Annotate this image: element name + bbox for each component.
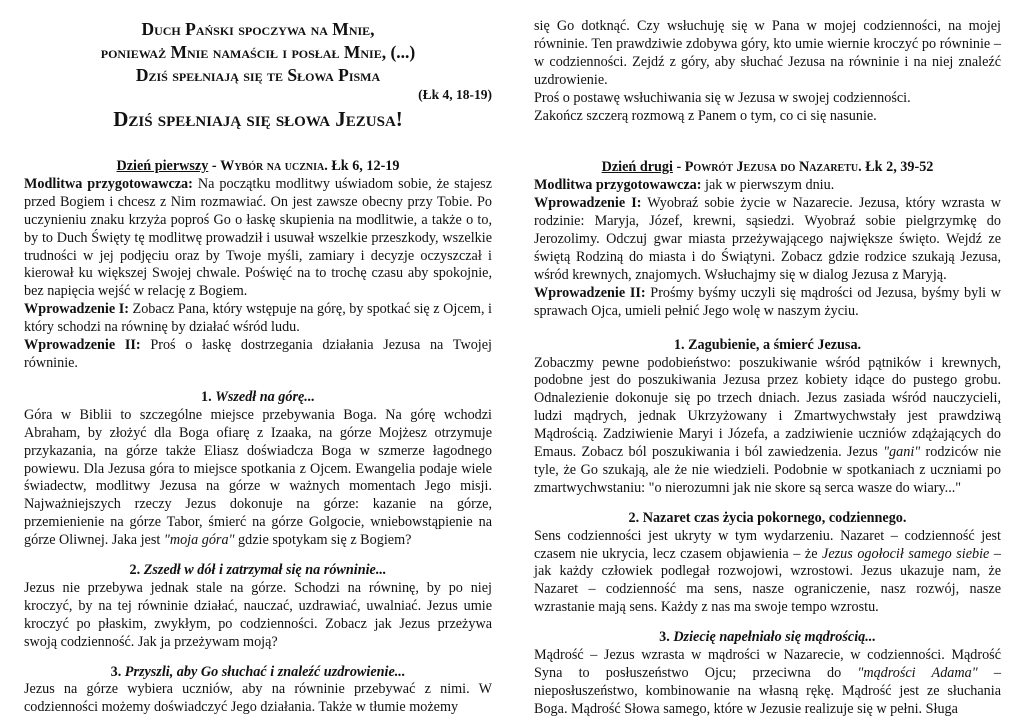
header-reference: (Łk 4, 18-19) [418,87,492,102]
day2-dash: - [672,159,685,176]
day2-intro1 [534,195,1001,285]
day2-theme: Powrót Jezusa do Nazaretu. [684,159,862,176]
day2-section2-title: 2. Nazaret czas życia pokornego, codziennego. [628,509,907,526]
day1-section1-text [24,407,492,550]
day1-section2-title [24,562,492,580]
day1-intro1-label: Wprowadzenie I: [24,301,129,318]
day1-continuation: się Go dotknąć. Czy wsłuchuję się w Pana w mojej codzienności, na mojej równinie. Ten prawdziwie zdobywa góry, kto umie wiernie kroczyć po równinie – w codzienności. Zejdź z góry, aby słuchać Jezusa na równinie i na niej znaleźć uzdrowienie. [534,18,1001,88]
header-line-1: Duch Pański spoczywa na Mnie, [141,19,375,39]
day2-intro1-label: Wprowadzenie I: [534,195,642,212]
day1-s1-title: Wszedł na górę... [215,388,315,405]
day1-s2-title: Zszedł w dół i zatrzymał się na równinie... [143,562,387,579]
day1-intro1 [24,301,492,337]
day1-section1-title [24,389,492,407]
day1-s3-num: 3. [110,663,122,680]
day1-closing-1: Proś o postawę wsłuchiwania się w Jezusa w swojej codzienności. [534,89,911,106]
day2-title [534,159,1001,177]
day2-s2-italic: Jezus ogołocił samego siebie [822,545,990,562]
day1-dash: - [208,158,221,174]
page-header [24,18,492,132]
day1-s1-num: 1. [201,388,212,405]
day1-s1-quote: "moja góra" [163,532,235,549]
day2-intro2-label: Wprowadzenie II: [534,284,646,301]
day2-s1-text-a: Zobaczmy pewne podobieństwo: poszukiwanie wśród pątników i krewnych, podobne jest do poszukiwania Jezusa przez kobiety idące do pustego grobu. Odnalezienie dokonuje się po trzech dniach. Jezus zasiada wśród nauczycieli, ludzi mądrych, jednak Ukrzyżowany i Zmartwychwstały jest prawdziwą Mądrością. Zadziwienie Maryi i Józefa, a zadziwienie uczniów zdążających do Emaus. Zobacz ból poszukiwania i ból zawiedzenia. Jezus [534,354,1001,461]
day2-s2-text-a: Sens codzienności jest ukryty w tym wydarzeniu. Nazaret – codzienność jest czasem nie ukrycia, lecz czasem objawienia – że [534,527,1001,562]
day1-closing-2: Zakończ szczerą rozmową z Panem o tym, co ci się nasunie. [534,107,877,124]
day2-s1-text-b: rodziców nie tyle, że Go szukają, ale że nie wiedzieli. Podobnie w spotkaniach z uczniami po zmartwychwstaniu: "o nierozumni jak nie skore są serca wasze do wiary..." [534,444,1002,496]
day1-theme: Wybór na ucznia. [220,158,328,174]
day1-ref: Łk 6, 12-19 [327,158,400,174]
day2-s3-text-b: – nieposłuszeństwo, kombinowanie na własną rękę. Mądrość jest ze słuchania Boga. Mądrość Słowa samego, które w Jezusie realizuje się w pełni. Sługa [534,665,1001,717]
day2-intro1-text: Wyobraź sobie życie w Nazarecie. Jezusa, który wzrasta w rodzinie: Maryja, Józef, krewni, sąsiedzi. Wyobraź sobie pielgrzymkę do Jerozolimy. Odczuj gwar miasta przeżywającego największe święto. Wejdź ze świętą Rodziną do miasta i do Świątyni. Zobacz gdzie rodzice szukają Jezusa, wśród krewnych, znajomych. Wsłuchajmy się w dialog Jezusa z Maryją. [534,195,1001,283]
day2-intro2 [534,285,1001,321]
day1-label: Dzień pierwszy [116,158,209,174]
day1-section3-title [24,664,492,682]
day2-s3-title: Dziecię napełniało się mądrością... [673,629,876,646]
day1-intro1-text: Zobacz Pana, który wstępuje na górę, by spotkać się z Ojcem, i który schodzi na równinę by działać wśród ludu. [24,301,492,336]
day1-title [24,158,492,176]
day2-section1-text [534,355,1001,498]
day2-intro2-text: Prośmy byśmy uczyli się mądrości od Jezusa, byśmy byli w sprawach Ojca, umieli pełnić Jego wolę w naszym życiu. [534,284,1002,319]
day2-prayer [534,177,1001,195]
day1-prayer [24,176,492,301]
day2-s3-text-a: Mądrość – Jezus wzrasta w mądrości w Nazarecie, w codzienności. Mądrość Syna to posłuszeństwo Ojcu; przeciwna do [534,647,1001,681]
day2-section3-title [534,629,1001,647]
day1-intro2-label: Wprowadzenie II: [24,337,141,354]
day1-intro2 [24,337,492,373]
header-line-3: Dziś spełniają się te Słowa Pisma [135,65,381,85]
day2-ref: Łk 2, 39-52 [861,159,934,176]
day2-prayer-label: Modlitwa przygotowawcza: [534,177,702,194]
day2-s1-quote: "gani" [883,444,921,461]
day2-s2-text-b: – jak każdy człowiek podlegał rozwojowi, wzrostowi. Jezus ukazuje nam, że Nazaret – codzienność ma sens, nasze ograniczenie, nasz rozwój, nasze wzrastanie mają sens. Każdy z nas ma swoje tempo wzrostu. [534,545,1001,616]
header-line-2: ponieważ Mnie namaścił i posłał Mnie, (...) [100,42,416,62]
day1-prayer-text: Na początku modlitwy uświadom sobie, że stajesz przed Bogiem i chcesz z Nim rozmawiać. On jest zawsze obecny przy Tobie. Po uczynieniu znaku krzyża poproś Go o łaskę skupienia na modlitwie, a także o to, by to Duch Święty tę modlitwę prowadził i usuwał wszelkie przeszkody, wszelkie trudności w jej podjęciu oraz by Twoje myśli, zamiary i decyzje oczyszczał i kierował ku większej Swojej chwale. Poświęć na to trochę czasu aby spokojnie, bez napięcia wejść w relację z Bogiem. [24,175,492,300]
day2-section1-title: 1. Zagubienie, a śmierć Jezusa. [673,336,862,353]
right-column [534,18,1001,719]
left-column [24,18,492,717]
day2-s3-num: 3. [659,629,670,646]
day2-section2-text [534,528,1001,618]
day1-s1-text-a: Góra w Biblii to szczególne miejsce przebywania Boga. Na górę wchodzi Abraham, by złożyć dla Boga ofiarę z Izaaka, na górze Mojżesz otrzymuje przykazania, na górze także Eliasz doświadcza Boga w szmerze łagodnego powiewu. Dla Jezusa góra to miejsce spotkania z Ojcem. Ewangelia podaje wiele świadectw, modlitwy Jezusa na górze w ważnych momentach Jego misji. Najważniejszych rzeczy Jezus dokonuje na górze: kazanie na górze, przemienienie na górze Tabor, śmierć na górze Golgocie, wniebowstąpienie na górze Oliwnej. Jaka jest [24,406,492,549]
day2-prayer-text: jak w pierwszym dniu. [701,177,835,194]
day1-prayer-label: Modlitwa przygotowawcza: [24,175,193,192]
header-subtitle: Dziś spełniają się słowa Jezusa! [113,107,403,131]
day1-section3-text: Jezus na górze wybiera uczniów, aby na równinie przebywać z nimi. W codzienności możemy doświadczyć Jego działania. Także w tłumie możemy [24,681,492,716]
day2-section3-text [534,647,1001,719]
day1-section2-text: Jezus nie przebywa jednak stale na górze. Schodzi na równinę, by po niej kroczyć, by na tej równinie działać, nauczać, uzdrawiać, uwalniać. Jezus umie kroczyć po płaskim, zwykłym, po codzienności. Zobacz jak Jezus przeżywa swoją codzienność. Jak ja przeżywam moją? [24,579,492,650]
day1-s3-title: Przyszli, aby Go słuchać i znaleźć uzdrowienie... [124,663,406,680]
day2-s3-quote: "mądrości Adama" [857,665,978,681]
day2-label: Dzień drugi [601,159,673,176]
day1-s2-num: 2. [129,562,141,579]
day1-intro2-text: Proś o łaskę dostrzegania działania Jezusa na Twojej równinie. [24,337,492,371]
day1-s1-text-b: gdzie spotykam się z Bogiem? [234,532,412,549]
